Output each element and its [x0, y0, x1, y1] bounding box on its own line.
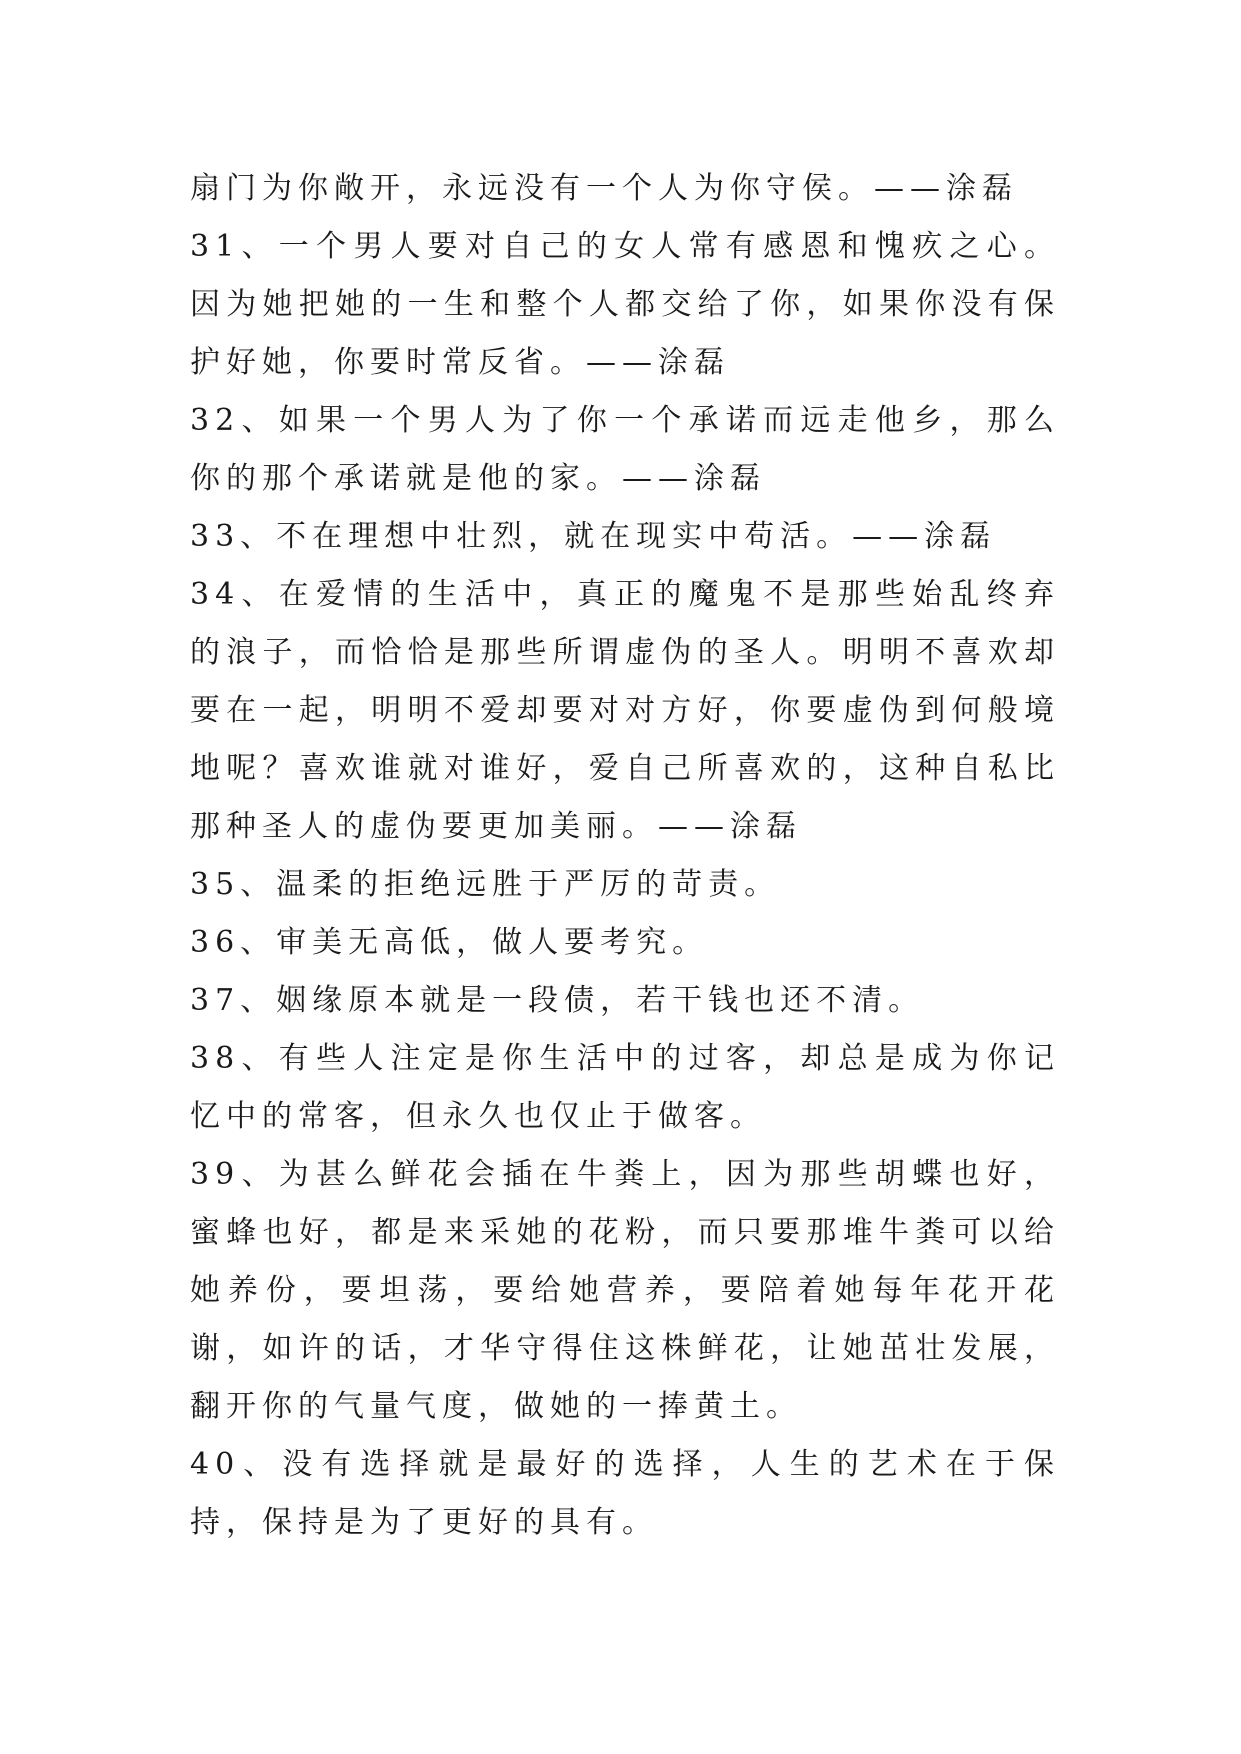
quote-31: 31、一个男人要对自己的女人常有感恩和愧疚之心。因为她把她的一生和整个人都交给了你，如果你没有保护好她，你要时常反省。——涂磊	[190, 229, 1060, 380]
quote-39: 39、为甚么鲜花会插在牛粪上，因为那些胡蝶也好，蜜蜂也好，都是来采她的花粉，而只要那堆牛粪可以给她养份，要坦荡，要给她营养，要陪着她每年花开花谢，如许的话，才华守得住这株鲜花，让她茁壮发展，翻开你的气量气度，做她的一捧黄土。	[190, 1157, 1060, 1424]
quote-32: 32、如果一个男人为了你一个承诺而远走他乡，那么你的那个承诺就是他的家。——涂磊	[190, 403, 1060, 496]
quote-34: 34、在爱情的生活中，真正的魔鬼不是那些始乱终弃的浪子，而恰恰是那些所谓虚伪的圣人。明明不喜欢却要在一起，明明不爱却要对对方好，你要虚伪到何般境地呢？喜欢谁就对谁好，爱自己所喜欢的，这种自私比那种圣人的虚伪要更加美丽。——涂磊	[190, 577, 1060, 844]
quote-33: 33、不在理想中壮烈，就在现实中苟活。——涂磊	[190, 519, 997, 554]
quote-36: 36、审美无高低，做人要考究。	[190, 925, 709, 960]
quote-37: 37、姻缘原本就是一段债，若干钱也还不清。	[190, 983, 925, 1018]
quote-38: 38、有些人注定是你生活中的过客，却总是成为你记忆中的常客，但永久也仅止于做客。	[190, 1041, 1060, 1134]
paragraph-continuation: 扇门为你敞开，永远没有一个人为你守侯。——涂磊	[190, 171, 1018, 206]
quote-35: 35、温柔的拒绝远胜于严厉的苛责。	[190, 867, 781, 902]
document-body	[190, 160, 1060, 1552]
quote-40: 40、没有选择就是最好的选择，人生的艺术在于保持，保持是为了更好的具有。	[190, 1447, 1060, 1540]
